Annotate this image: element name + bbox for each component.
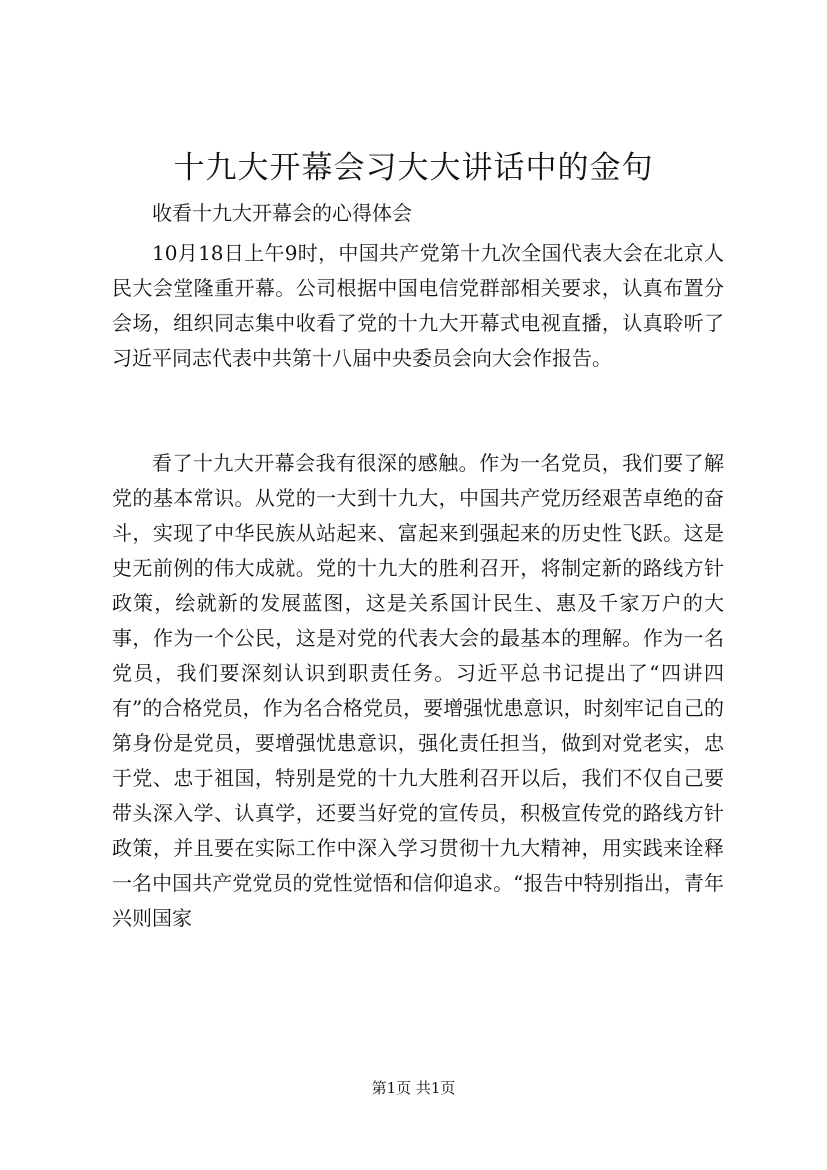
document-subtitle: 收看十九大开幕会的心得体会 xyxy=(152,201,412,225)
paragraph-1: 10月18日上午9时，中国共产党第十九次全国代表大会在北京人民大会堂隆重开幕。公司根据中国电信党群部相关要求，认真布置分会场，组织同志集中收看了党的十九大开幕式电视直播，认真聆听了习近平同志代表中共第十八届中央委员会向大会作报告。 xyxy=(112,241,724,370)
paragraph-2: 看了十九大开幕会我有很深的感触。作为一名党员，我们要了解党的基本常识。从党的一大到十九大，中国共产党历经艰苦卓绝的奋斗，实现了中华民族从站起来、富起来到强起来的历史性飞跃。这是史无前例的伟大成就。党的十九大的胜利召开，将制定新的路线方针政策，绘就新的发展蓝图，这是关系国计民生、惠及千家万户的大事，作为一个公民，这是对党的代表大会的最基本的理解。作为一名党员，我们要深刻认识到职责任务。习近平总书记提出了“四讲四有”的合格党员，作为名合格党员，要增强忧患意识，时刻牢记自己的第身份是党员，要增强忧患意识，强化责任担当，做到对党老实，忠于党、忠于祖国，特别是党的十九大胜利召开以后，我们不仅自己要带头深入学、认真学，还要当好党的宣传员，积极宣传党的路线方针政策，并且要在实际工作中深入学习贯彻十九大精神，用实践来诠释一名中国共产党党员的党性觉悟和信仰追求。“报告中特别指出，青年兴则国家 xyxy=(112,451,724,930)
page-footer: 第1页 共1页 xyxy=(371,1079,456,1097)
document-title: 十九大开幕会习大大讲话中的金句 xyxy=(173,150,654,186)
